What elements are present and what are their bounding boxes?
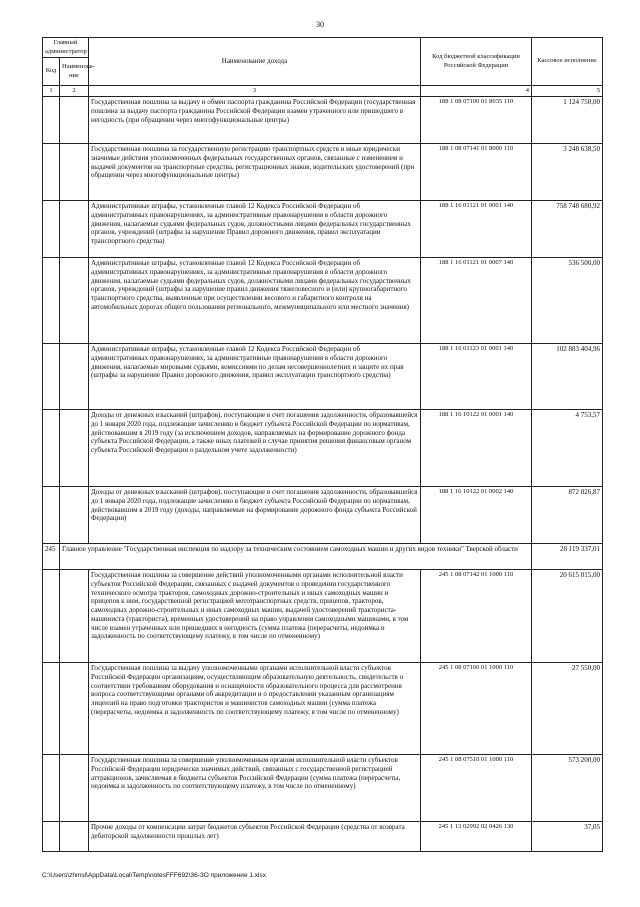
income-name: Государственная пошлина за совершение действий уполномоченными органами исполнительной власти субъектов Российской Федерации, связанных с выдачей документов о проведении государственного технического осмотра тракторов, самоходных дорожно-строительных и иных самоходных машин и прицепов к ним, государственной регистрацией мототранспортных средств, прицепов, тракторов, самоходных дорожно-строительных и иных самоходных машин, выдачей удостоверений тракториста-машиниста (тракториста), временных удостоверений на право управления самоходными машинами, в том числе взамен утраченных или пришедших в негодность (сумма платежа (перерасчеты, недоимка и задолженность по соответствующему платежу, в том числе по отмененному) xyxy=(89,570,421,663)
table-row xyxy=(43,344,603,410)
header-admin-name: Наименова-ние xyxy=(60,58,89,86)
kbk-code: 245 1 08 07142 01 1000 110 xyxy=(421,570,532,663)
header-income-name: Наименование дохода xyxy=(89,38,421,86)
kbk-code: 188 1 16 10122 01 0001 140 xyxy=(421,410,532,487)
kbk-code: 188 1 08 07141 01 8000 110 xyxy=(421,144,532,201)
income-name: Административные штрафы, установленные главой 12 Кодекса Российской Федерации об административных правонарушениях, за административные правонарушения в области дорожного движения, налагаемые судьями федеральных судов, должностными лицами федеральных государственных органов, учреждений (штрафы за нарушение Правил дорожного движения, правил эксплуатации транспортного средства) xyxy=(89,201,421,258)
header-kbk: Код бюджетной классификации Российской Федерации xyxy=(421,38,532,86)
table-row xyxy=(43,97,603,144)
kbk-code: 188 1 16 01123 01 0001 140 xyxy=(421,344,532,410)
income-name: Государственная пошлина за совершение уполномоченным органом исполнительной власти субъектов Российской Федерации юридически значимых действий, связанных с государственной регистрацией аттракционов, зачисляемая в бюджеты субъектов Российской Федерации (сумма платежа (перерасчеты, недоимка и задолженность по соответствующему платежу, в том числе по отмененному) xyxy=(89,755,421,822)
income-name: Доходы от денежных взысканий (штрафов), поступающие в счет погашения задолженности, образовавшейся до 1 января 2020 года, подлежащие зачислению в бюджет субъекта Российской Федерации по нормативам, действовавшим в 2019 году (доходы, направляемые на формирование дорожного фонда субъекта Российской Федерации) xyxy=(89,487,421,544)
income-name: Административные штрафы, установленные главой 12 Кодекса Российской Федерации об административных правонарушениях, за административные правонарушения в области дорожного движения, налагаемые мировыми судьями, комиссиями по делам несовершеннолетних и защите их прав (штрафы за нарушение Правил дорожного движения, правил эксплуатации транспортного средства) xyxy=(89,344,421,410)
budget-table xyxy=(42,37,603,852)
group-row xyxy=(43,544,603,570)
group-code: 245 xyxy=(43,544,60,570)
amount: 536 500,00 xyxy=(532,258,603,344)
header-execution: Кассовое исполнение xyxy=(532,38,603,86)
table-row xyxy=(43,144,603,201)
group-name: Главное управление "Государственная инспекция по надзору за техническим состоянием самоходных машин и других видов техники" Тверской области xyxy=(60,544,532,570)
header-code: Код xyxy=(43,58,60,86)
amount: 37,05 xyxy=(532,822,603,852)
kbk-code: 188 1 16 10122 01 0002 140 xyxy=(421,487,532,544)
amount: 4 753,57 xyxy=(532,410,603,487)
page-number: 30 xyxy=(316,20,324,29)
header-admin-group: Главный администратор xyxy=(43,38,89,58)
table-row xyxy=(43,258,603,344)
kbk-code: 188 1 08 07100 01 8035 110 xyxy=(421,97,532,144)
amount: 1 124 750,00 xyxy=(532,97,603,144)
income-name: Государственная пошлина за выдачу и обмен паспорта гражданина Российской Федерации (государственная пошлина за выдачу паспорта гражданина Российской Федерации взамен утраченного или пришедшего в негодность (при обращении через многофункциональные центры) xyxy=(89,97,421,144)
amount: 27 550,00 xyxy=(532,663,603,755)
group-amount: 28 119 337,01 xyxy=(532,544,603,570)
income-name: Прочие доходы от компенсации затрат бюджетов субъектов Российской Федерации (средства от возврата дебиторской задолженности прошлых лет) xyxy=(89,822,421,852)
kbk-code: 188 1 16 01121 01 0001 140 xyxy=(421,201,532,258)
income-name: Государственная пошлина за государственную регистрацию транспортных средств и иные юридически значимые действия уполномоченных федеральных государственных органов, связанные с изменением и выдачей документов на транспортные средства, регистрационных знаков, водительских удостоверений (при обращении через многофункциональные центры) xyxy=(89,144,421,201)
column-number: 2 xyxy=(60,86,89,97)
kbk-code: 245 1 13 02992 02 0426 130 xyxy=(421,822,532,852)
kbk-code: 245 1 08 07160 01 1000 110 xyxy=(421,663,532,755)
kbk-code: 245 1 08 07510 01 1000 110 xyxy=(421,755,532,822)
column-number: 4 xyxy=(421,86,532,97)
table-row xyxy=(43,822,603,852)
amount: 758 748 680,92 xyxy=(532,201,603,258)
column-number: 5 xyxy=(532,86,603,97)
amount: 3 248 638,50 xyxy=(532,144,603,201)
amount: 573 200,00 xyxy=(532,755,603,822)
amount: 20 615 815,00 xyxy=(532,570,603,663)
table-row xyxy=(43,487,603,544)
table-row xyxy=(43,201,603,258)
income-name: Административные штрафы, установленные главой 12 Кодекса Российской Федерации об административных правонарушениях, за административные правонарушения в области дорожного движения, налагаемые судьями федеральных судов, должностными лицами федеральных государственных органов, учреждений (штрафы за нарушение правил движения тяжеловесного и (или) крупногабаритного транспортного средства, выявленные при осуществлении весового и габаритного контроля на автомобильных дорогах общего пользования регионального, межмуниципального или местного значения) xyxy=(89,258,421,344)
income-name: Доходы от денежных взысканий (штрафов), поступающие в счет погашения задолженности, образовавшейся до 1 января 2020 года, подлежащие зачислению в бюджет субъекта Российской Федерации по нормативам, действовавшим в 2019 году (за исключением доходов, направляемых на формирование дорожного фонда субъекта Российской Федерации, а также иных платежей в случае принятия решения финансовым органом субъекта Российской Федерации о раздельном учете задолженности) xyxy=(89,410,421,487)
amount: 872 826,87 xyxy=(532,487,603,544)
table-row xyxy=(43,663,603,755)
table-row xyxy=(43,410,603,487)
table-row xyxy=(43,570,603,663)
file-path-footer: C:\Users\zhmsl\AppData\Local\Temp\notesFFF692\36-ЗО приложение 1.xlsx xyxy=(42,872,266,879)
column-number: 1 xyxy=(43,86,60,97)
column-number: 3 xyxy=(89,86,421,97)
amount: 102 883 404,96 xyxy=(532,344,603,410)
kbk-code: 188 1 16 01121 01 0007 140 xyxy=(421,258,532,344)
income-name: Государственная пошлина за выдачу уполномоченными органами исполнительной власти субъектов Российской Федерации организациям, осуществляющим образовательную деятельность, свидетельств о соответствии требованиям оборудования и оснащенности образовательного процесса для рассмотрения вопроса соответствующими органами об аккредитации и о предоставлении указанным организациям лицензий на право подготовки трактористов и машинистов самоходных машин (сумма платежа (перерасчеты, недоимка и задолженность по соответствующему платежу, в том числе по отмененному) xyxy=(89,663,421,755)
table-row xyxy=(43,755,603,822)
